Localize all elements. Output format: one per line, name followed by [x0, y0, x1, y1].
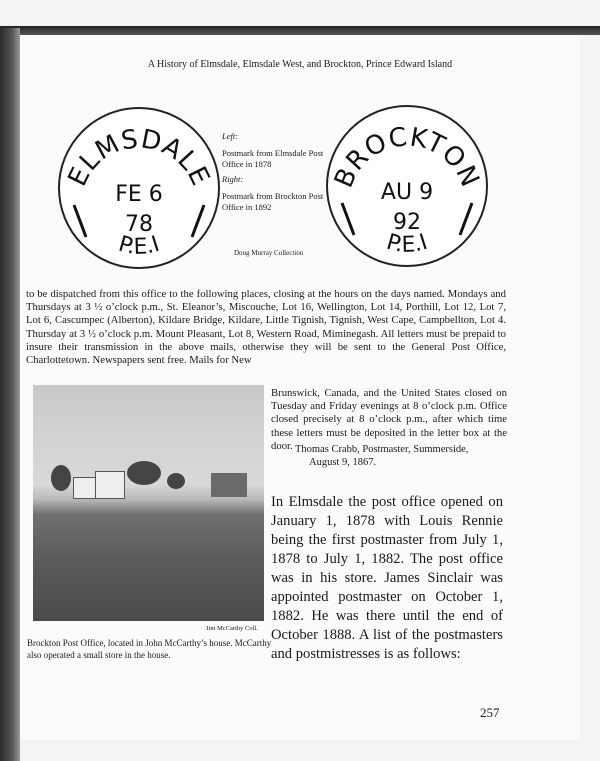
postmaster-signature	[295, 443, 505, 469]
svg-text:ELMSDALE	[63, 124, 216, 191]
brockton-post-office-photo	[33, 385, 264, 621]
signature-line-2: August 9, 1867.	[309, 457, 377, 468]
house-small	[73, 477, 97, 499]
svg-text:P.E.I	[384, 230, 431, 258]
elmsdale-name: ELMSDALE	[62, 124, 216, 191]
book-top-edge	[0, 26, 600, 35]
svg-text:P.E.I	[116, 232, 163, 260]
elmsdale-year: 78	[125, 212, 153, 237]
brockton-name: BROCKTON	[328, 122, 486, 193]
running-header: A History of Elmsdale, Elmsdale West, and Brockton, Prince Edward Island	[147, 59, 453, 70]
signature-line-1: Thomas Crabb, Postmaster, Summerside,	[295, 444, 469, 455]
postmark-caption	[222, 131, 332, 213]
tree-right	[167, 473, 185, 489]
caption-left-label: Left:	[222, 131, 239, 141]
postmark-credit: Doug Murray Collection	[234, 249, 304, 257]
caption-right-text: Postmark from Brockton Post Office in 1892	[222, 191, 324, 212]
barn	[211, 473, 247, 497]
elmsdale-date: FE 6	[115, 182, 163, 207]
book-spine	[0, 28, 20, 761]
tree-middle	[127, 461, 161, 485]
brockton-year: 92	[393, 210, 421, 235]
elmsdale-prov: P.E.I	[115, 231, 163, 260]
caption-left-text: Postmark from Elmsdale Post Office in 1878	[222, 148, 324, 169]
photo-credit: Jim McCarthy Coll.	[206, 625, 258, 632]
elmsdale-postmark	[58, 107, 220, 269]
brockton-date: AU 9	[380, 180, 434, 205]
page-number: 257	[480, 705, 500, 720]
tree-left	[51, 465, 71, 491]
caption-right-label: Right:	[222, 174, 244, 184]
body-paragraph-wide: to be dispatched from this office to the following places, closing at the hours on the days named. Mondays and Thursdays at 3 ½ o’clock p.m., St. Eleanor’s, Miscouche, Lot 16, Wellington, Lot 14, Porthill, Lot 12, Lot 7, Lot 6, Cascumpec (Alberton), Kildare Bridge, Kildare, Little Tignish, Tignish, West Cape, Campbellton, Lot 4. Thursday at 3 ½ o’clock p.m. Mount Pleasant, Lot 8, Western Road, Miminegash. All letters must be prepaid to insure their transmission in the above mails, otherwise they will be sent to the General Post Office, Charlottetown. Newspapers sent free. Mails for New	[26, 288, 506, 367]
brockton-postmark	[326, 105, 488, 267]
body-paragraph-large: In Elmsdale the post office opened on January 1, 1878 with Louis Rennie being the first postmaster from July 1, 1878 to July 1, 1882. The post office was in his store. James Sinclair was appointed postmaster on October 1, 1882. He was there until the end of October 1888. A list of the postmasters and postmistresses is as follows:	[271, 494, 503, 662]
book-page	[20, 35, 580, 740]
house-main	[95, 471, 125, 499]
photo-caption: Brockton Post Office, located in John McCarthy’s house. McCarthy also operated a small store in the house.	[27, 638, 272, 660]
brockton-prov: P.E.I	[383, 229, 431, 258]
body-paragraph-column: Brunswick, Canada, and the United States closed on Tuesday and Friday evenings at 8 o’clock p.m. Office closed precisely at 8 o’clock p.m., after which time these letters must be deposited in the letter box at the door.	[271, 387, 507, 452]
